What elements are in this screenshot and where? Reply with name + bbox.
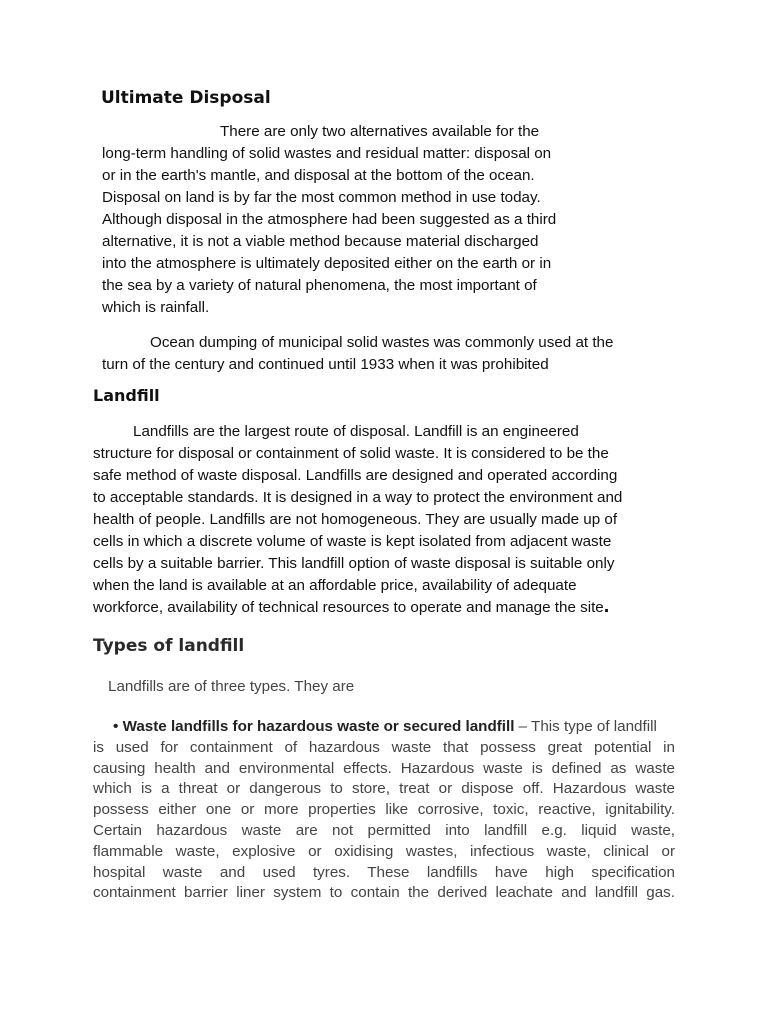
text-line: cells in which a discrete volume of waste is kept isolated from adjacent waste <box>93 533 612 550</box>
text-line: There are only two alternatives available for the <box>220 123 540 140</box>
text-line: which is rainfall. <box>102 299 210 316</box>
text-line: Landfills are the largest route of disposal. Landfill is an engineered <box>133 423 579 440</box>
text-line: safe method of waste disposal. Landfills are designed and operated according <box>93 467 618 484</box>
hazard-first-rest: – This type of landfill <box>514 718 657 735</box>
text-line: containment barrier liner system to contain the derived leachate and landfill gas. <box>93 884 675 902</box>
text-line: cells by a suitable barrier. This landfill option of waste disposal is suitable only <box>93 555 615 572</box>
heading-types-of-landfill: Types of landfill <box>93 636 245 656</box>
text-line: health of people. Landfills are not homogeneous. They are usually made up of <box>93 511 618 528</box>
text-line: causing health and environmental effects. Hazardous waste is defined as waste <box>93 759 675 777</box>
text-line: Although disposal in the atmosphere had been suggested as a third <box>102 211 557 228</box>
final-period: . <box>603 595 610 617</box>
paragraph-ultimate-disposal-2 <box>102 332 613 376</box>
bullet-icon: • <box>113 718 119 735</box>
text-line: Certain hazardous waste are not permitted into landfill e.g. liquid waste, <box>93 821 675 839</box>
text-line: long-term handling of solid wastes and residual matter: disposal on <box>102 145 552 162</box>
paragraph-landfill <box>93 421 622 619</box>
text-line <box>93 717 675 738</box>
heading-ultimate-disposal: Ultimate Disposal <box>101 88 271 108</box>
text-line: is used for containment of hazardous waste that possess great potential in <box>93 738 675 756</box>
paragraph-ultimate-disposal-1 <box>102 121 556 319</box>
text-line: the sea by a variety of natural phenomena, the most important of <box>102 277 537 294</box>
text-line: Disposal on land is by far the most common method in use today. <box>102 189 541 206</box>
text-line: alternative, it is not a viable method because material discharged <box>102 233 539 250</box>
hazard-title: Waste landfills for hazardous waste or secured landfill <box>122 718 515 735</box>
text-line: to acceptable standards. It is designed in a way to protect the environment and <box>93 489 623 506</box>
text-line: or in the earth's mantle, and disposal at the bottom of the ocean. <box>102 167 535 184</box>
text-line: Ocean dumping of municipal solid wastes was commonly used at the <box>150 334 614 351</box>
text-line: structure for disposal or containment of solid waste. It is considered to be the <box>93 445 609 462</box>
text-line: flammable waste, explosive or oxidising wastes, infectious waste, clinical or <box>93 842 675 860</box>
hazardous-landfill-paragraph <box>93 717 675 904</box>
text-line: hospital waste and used tyres. These landfills have high specification <box>93 863 675 881</box>
text-line: when the land is available at an affordable price, availability of adequate <box>93 577 577 594</box>
text-span: workforce, availability of technical resources to operate and manage the site <box>93 599 604 616</box>
text-line: into the atmosphere is ultimately deposited either on the earth or in <box>102 255 552 272</box>
text-line: possess either one or more properties like corrosive, toxic, reactive, ignitability. <box>93 801 675 819</box>
types-intro-text: Landfills are of three types. They are <box>108 678 355 695</box>
heading-landfill: Landfill <box>93 386 160 405</box>
text-line: which is a threat or dangerous to store, treat or dispose off. Hazardous waste <box>93 780 675 798</box>
text-line-last <box>93 597 622 619</box>
text-line: turn of the century and continued until 1933 when it was prohibited <box>102 356 549 373</box>
